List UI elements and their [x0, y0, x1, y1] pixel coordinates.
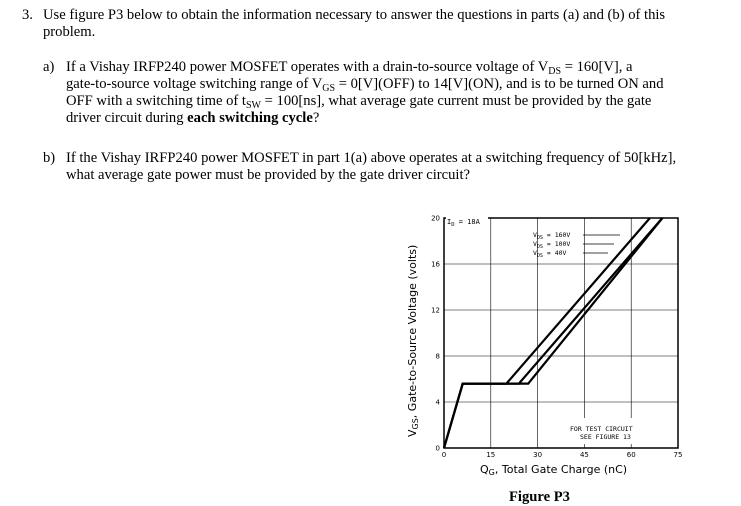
legend-entry-2	[533, 249, 567, 259]
x-tick-label: 30	[533, 451, 543, 459]
y-tick-label: 0	[435, 444, 440, 453]
legend-value: = 160V	[542, 231, 571, 239]
part-a-line3: OFF with a switching time of $t_{SW} = 100[ns]$, what average gate current must be provided by the gate	[66, 93, 652, 111]
x-axis-label: QG, Total Gate Charge (nC)	[480, 463, 628, 477]
y-tick-label: 20	[431, 214, 440, 223]
y-tick-label: 8	[435, 352, 440, 361]
id-prefix: I	[447, 218, 452, 226]
id-value: = 18A	[454, 218, 480, 226]
gate-charge-chart	[400, 205, 700, 487]
part-a-line4: driver circuit during each switching cycle?	[66, 110, 320, 126]
legend-sub: DS	[536, 244, 543, 250]
x-tick-label: 15	[486, 451, 496, 459]
legend-prefix: V	[533, 249, 537, 257]
y-tick-label: 4	[435, 398, 440, 407]
x-tick-label: 75	[673, 451, 683, 459]
y-tick-label: 12	[431, 306, 440, 315]
question-intro-line2: problem.	[43, 24, 96, 40]
legend-value: = 40V	[542, 249, 567, 257]
legend-prefix: V	[533, 240, 537, 248]
x-tick-label: 0	[441, 451, 447, 459]
legend-sub: DS	[536, 253, 543, 259]
y-tick-label: 16	[431, 260, 440, 269]
id-sub: D	[451, 222, 455, 228]
y-axis-label: VGS, Gate-to-Source Voltage (volts)	[406, 244, 420, 437]
figure-caption: Figure P3	[509, 489, 570, 505]
part-b-label: b)	[43, 150, 56, 166]
part-a-line1: If a Vishay IRFP240 power MOSFET operates with a drain-to-source voltage of $V_{DS} = 160[V]$, a	[66, 59, 633, 77]
id-annotation	[446, 215, 488, 228]
part-b-line1: If the Vishay IRFP240 power MOSFET in part 1(a) above operates at a switching frequency of 50[kHz],	[66, 150, 677, 166]
legend-prefix: V	[533, 231, 537, 239]
note-line2: SEE FIGURE 13	[580, 433, 631, 441]
question-number: 3.	[22, 7, 33, 23]
legend-sub: DS	[536, 235, 543, 241]
part-a-label: a)	[43, 59, 55, 75]
x-tick-label: 60	[626, 451, 636, 459]
x-tick-label: 45	[579, 451, 589, 459]
question-intro-line1: Use figure P3 below to obtain the information necessary to answer the questions in parts (a) and (b) of this	[43, 7, 666, 23]
chart-legend	[533, 231, 620, 259]
test-circuit-note	[564, 418, 654, 444]
part-b-line2: what average gate power must be provided by the gate driver circuit?	[66, 167, 471, 183]
legend-value: = 100V	[542, 240, 571, 248]
part-a-line2: gate-to-source voltage switching range of $V_{GS} = 0[V](OFF)$ to 14[V](ON), and is to be turned ON and	[66, 76, 664, 94]
note-line1: FOR TEST CIRCUIT	[570, 425, 633, 433]
